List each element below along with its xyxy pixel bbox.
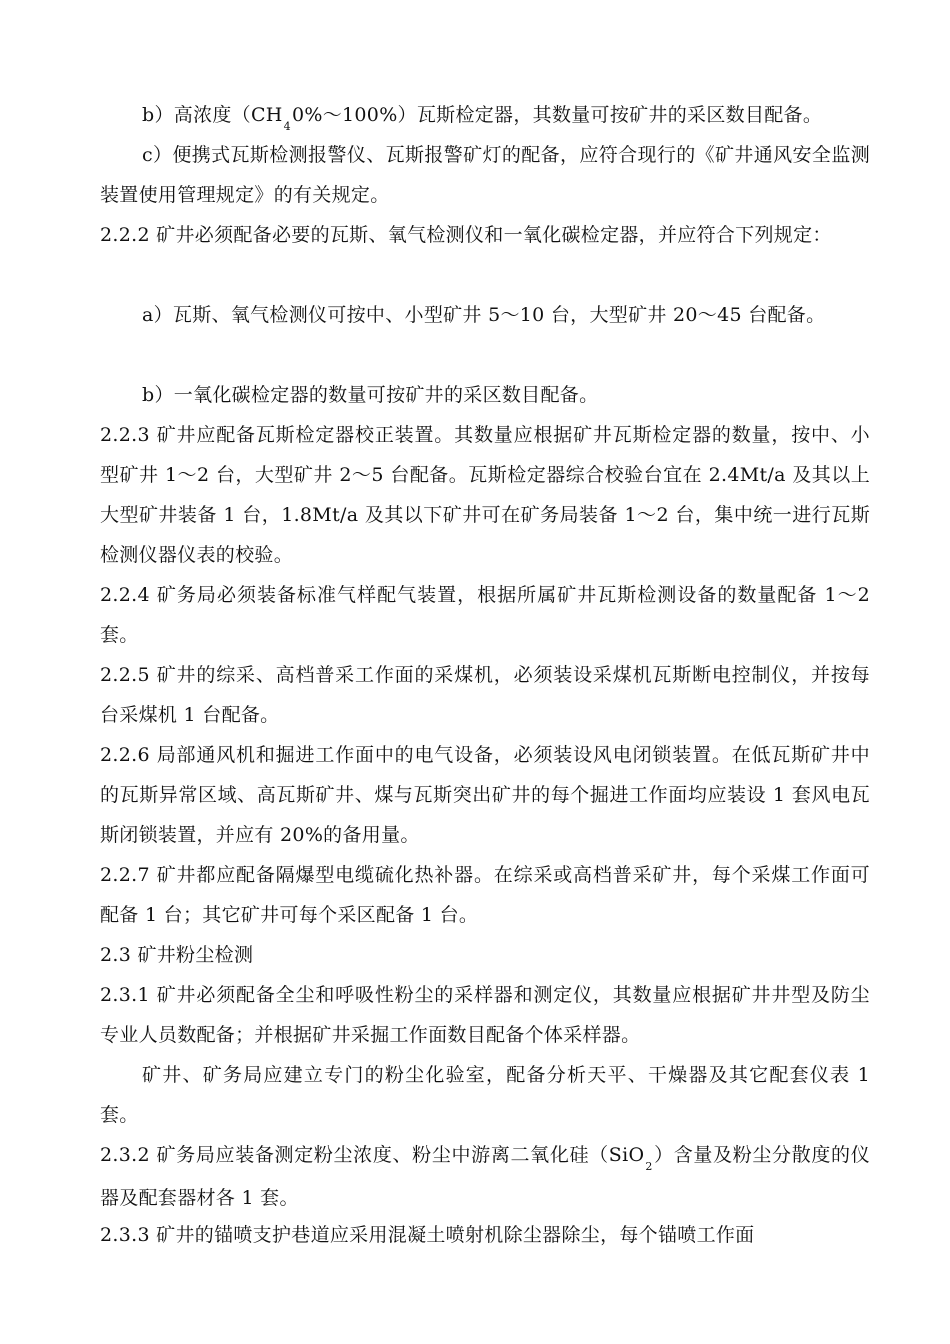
- paragraph-b-high-concentration: [100, 95, 870, 138]
- clause-2-2-7: 2.2.7 矿井都应配备隔爆型电缆硫化热补器。在综采或高档普采矿井，每个采煤工作面可配备 1 台；其它矿井可每个采区配备 1 台。: [100, 864, 870, 926]
- clause-2-3-2: [100, 1135, 870, 1218]
- subscript: 2: [645, 1160, 653, 1173]
- paragraph-a-detectors: a）瓦斯、氧气检测仪可按中、小型矿井 5～10 台，大型矿井 20～45 台配备。: [142, 304, 826, 326]
- paragraph-text: b）高浓度（CH: [142, 104, 283, 126]
- paragraph-dust-lab: 矿井、矿务局应建立专门的粉尘化验室，配备分析天平、干燥器及其它配套仪表 1 套。: [100, 1064, 877, 1126]
- clause-2-2-6: 2.2.6 局部通风机和掘进工作面中的电气设备，必须装设风电闭锁装置。在低瓦斯矿井中的瓦斯异常区域、高瓦斯矿井、煤与瓦斯突出矿井的每个掘进工作面均应装设 1 套风电瓦斯闭锁装置，并应有 20%的备用量。: [100, 744, 870, 846]
- paragraph-b-co-detector: b）一氧化碳检定器的数量可按矿井的采区数目配备。: [142, 384, 599, 406]
- section-heading-2-3: 2.3 矿井粉尘检测: [100, 944, 254, 966]
- subscript: 4: [283, 120, 291, 133]
- clause-2-2-3: 2.2.3 矿井应配备瓦斯检定器校正装置。其数量应根据矿井瓦斯检定器的数量，按中、小型矿井 1～2 台，大型矿井 2～5 台配备。瓦斯检定器综合校验台宜在 2.4Mt/a 及其以上大型矿井装备 1 台，1.8Mt/a 及其以下矿井可在矿务局装备 1～2 台，集中统一进行瓦斯检测仪器仪表的校验。: [100, 424, 870, 566]
- clause-2-2-5: 2.2.5 矿井的综采、高档普采工作面的采煤机，必须装设采煤机瓦斯断电控制仪，并按每台采煤机 1 台配备。: [100, 664, 870, 726]
- paragraph-text: ）含量及粉尘分散度的仪器及配套器材各 1 套。: [100, 1144, 871, 1209]
- paragraph-c-portable-alarm: c）便携式瓦斯检测报警仪、瓦斯报警矿灯的配备，应符合现行的《矿井通风安全监测装置使用管理规定》的有关规定。: [100, 144, 870, 206]
- paragraph-text: 2.3.2 矿务局应装备测定粉尘浓度、粉尘中游离二氧化硅（SiO: [100, 1144, 645, 1166]
- clause-2-2-2: 2.2.2 矿井必须配备必要的瓦斯、氧气检测仪和一氧化碳检定器，并应符合下列规定：: [100, 224, 832, 246]
- clause-2-3-1: 2.3.1 矿井必须配备全尘和呼吸性粉尘的采样器和测定仪，其数量应根据矿井井型及防尘专业人员数配备；并根据矿井采掘工作面数目配备个体采样器。: [100, 984, 870, 1046]
- clause-2-2-4: 2.2.4 矿务局必须装备标准气样配气装置，根据所属矿井瓦斯检测设备的数量配备 1～2 套。: [100, 584, 877, 646]
- clause-2-3-3: 2.3.3 矿井的锚喷支护巷道应采用混凝土喷射机除尘器除尘，每个锚喷工作面: [100, 1224, 755, 1246]
- paragraph-text: 0%～100%）瓦斯检定器，其数量可按矿井的采区数目配备。: [291, 104, 823, 126]
